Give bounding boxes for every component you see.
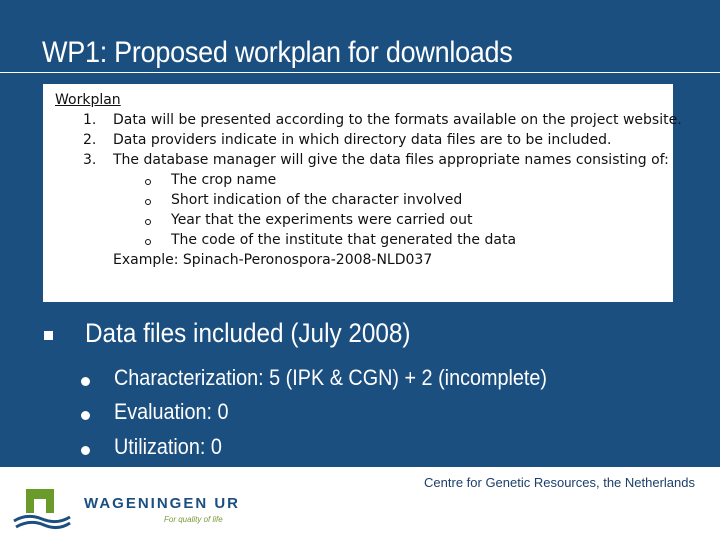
square-bullet-icon [44,331,53,340]
sub-bullet-text: Utilization: 0 [114,434,222,459]
naming-component [55,190,673,210]
dot-bullet-icon [81,377,90,386]
dot-bullet-icon [81,446,90,455]
circle-bullet-icon [145,239,151,245]
naming-component-text: Year that the experiments were carried out [171,212,473,228]
step-number: 3. [83,152,97,168]
title-divider [0,72,720,73]
footer-credit: Centre for Genetic Resources, the Netherlands [424,475,695,490]
workplan-step [55,130,673,150]
logo-tagline: For quality of life [164,515,223,524]
workplan-steps [55,110,682,170]
sub-bullet-text: Characterization: 5 (IPK & CGN) + 2 (incomplete) [114,365,548,390]
naming-component [55,210,673,230]
step-text: Data will be presented according to the formats available on the project website. [113,112,682,128]
naming-components [55,170,673,250]
filename-example: Example: Spinach-Peronospora-2008-NLD037 [113,252,433,268]
logo-wordmark: WAGENINGEN UR [84,495,241,512]
step-text: The database manager will give the data files appropriate names consisting of: [113,152,669,168]
step-text: Data providers indicate in which directory data files are to be included. [113,132,612,148]
circle-bullet-icon [145,219,151,225]
workplan-box [43,84,682,302]
sub-bullet-text: Evaluation: 0 [114,399,229,424]
logo-mark-icon [12,485,72,533]
naming-component-text: The crop name [171,172,277,188]
circle-bullet-icon [145,199,151,205]
naming-component [55,170,673,190]
step-number: 2. [83,132,97,148]
naming-component [55,230,673,250]
step-number: 1. [83,112,97,128]
circle-bullet-icon [145,179,151,185]
main-bullet-text: Data files included (July 2008) [85,318,411,348]
wageningen-logo [12,485,272,533]
naming-component-text: Short indication of the character involved [171,192,463,208]
slide-title: WP1: Proposed workplan for downloads [42,36,513,69]
workplan-heading: Workplan [55,92,121,108]
dot-bullet-icon [81,411,90,420]
naming-component-text: The code of the institute that generated the data [171,232,517,248]
workplan-step [55,110,682,130]
workplan-step [55,150,673,170]
